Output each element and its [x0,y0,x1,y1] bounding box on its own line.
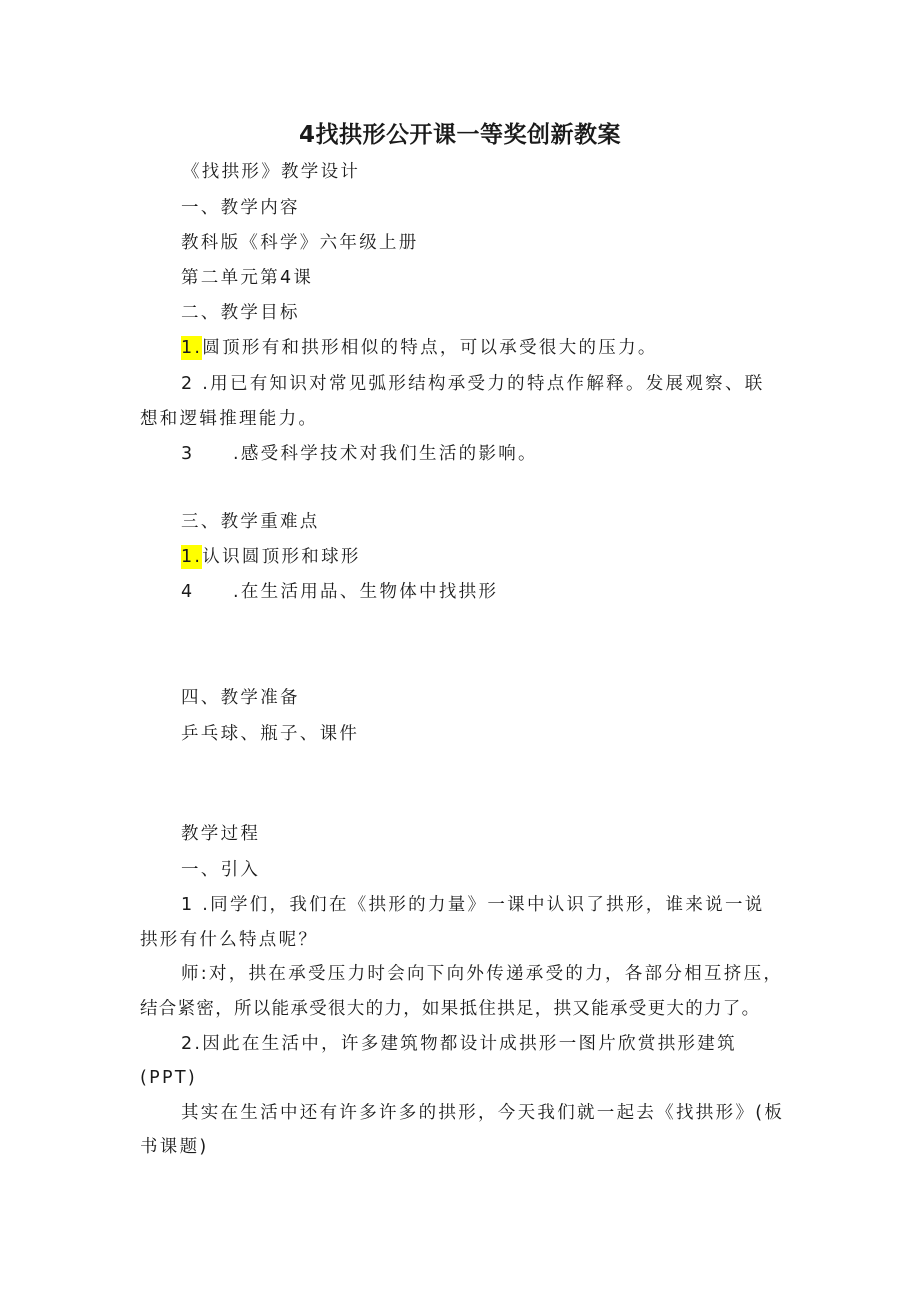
goal-item-3-number: 3 [181,444,195,464]
process-heading: 教学过程 [181,824,261,844]
goal-item-3 [181,442,538,466]
document-title: 4找拱形公开课一等奖创新教案 [298,122,621,148]
paragraph-2-line-1: 师:对，拱在承受压力时会向下向外传递承受的力，各部分相互挤压， [181,964,784,984]
goal-item-2-line-1: 2 .用已有知识对常见弧形结构承受力的特点作解释。发展观察、联 [181,374,765,394]
goal-item-2-line-2: 想和逻辑推理能力。 [140,409,319,429]
paragraph-4-line-2: 书课题) [140,1137,209,1157]
section-heading-key-points: 三、教学重难点 [181,512,320,532]
paragraph-3-line-2: (PPT) [140,1068,197,1088]
section-heading-goals: 二、教学目标 [181,303,300,323]
paragraph-1-line-1: 1 .同学们，我们在《拱形的力量》一课中认识了拱形，谁来说一说 [181,895,765,915]
intro-heading: 一、引入 [181,860,261,880]
design-title: 《找拱形》教学设计 [182,162,361,182]
goal-item-3-text: .感受科学技术对我们生活的影响。 [233,444,538,464]
section-heading-preparation: 四、教学准备 [181,688,300,708]
paragraph-3-line-1: 2.因此在生活中，许多建筑物都设计成拱形一图片欣赏拱形建筑 [181,1034,737,1054]
key-point-2-text: .在生活用品、生物体中找拱形 [233,582,499,602]
textbook-line: 教科版《科学》六年级上册 [181,233,419,253]
goal-item-1 [181,336,658,360]
key-point-1-text: 认识圆顶形和球形 [202,547,361,567]
key-point-1 [181,545,361,569]
key-point-2 [181,580,498,604]
paragraph-1-line-2: 拱形有什么特点呢？ [140,930,319,950]
section-heading-content: 一、教学内容 [181,198,300,218]
goal-item-1-text: 圆顶形有和拱形相似的特点，可以承受很大的压力。 [202,338,658,358]
unit-line: 第二单元第4课 [181,268,314,288]
paragraph-2-line-2: 结合紧密，所以能承受很大的力，如果抵住拱足，拱又能承受更大的力了。 [140,999,761,1019]
materials-line: 乒乓球、瓶子、课件 [181,724,360,744]
highlighted-number: 1. [181,338,203,358]
key-point-2-number: 4 [181,582,195,602]
paragraph-4-line-1: 其实在生活中还有许多许多的拱形，今天我们就一起去《找拱形》(板 [181,1103,785,1123]
highlighted-number: 1. [181,547,203,567]
